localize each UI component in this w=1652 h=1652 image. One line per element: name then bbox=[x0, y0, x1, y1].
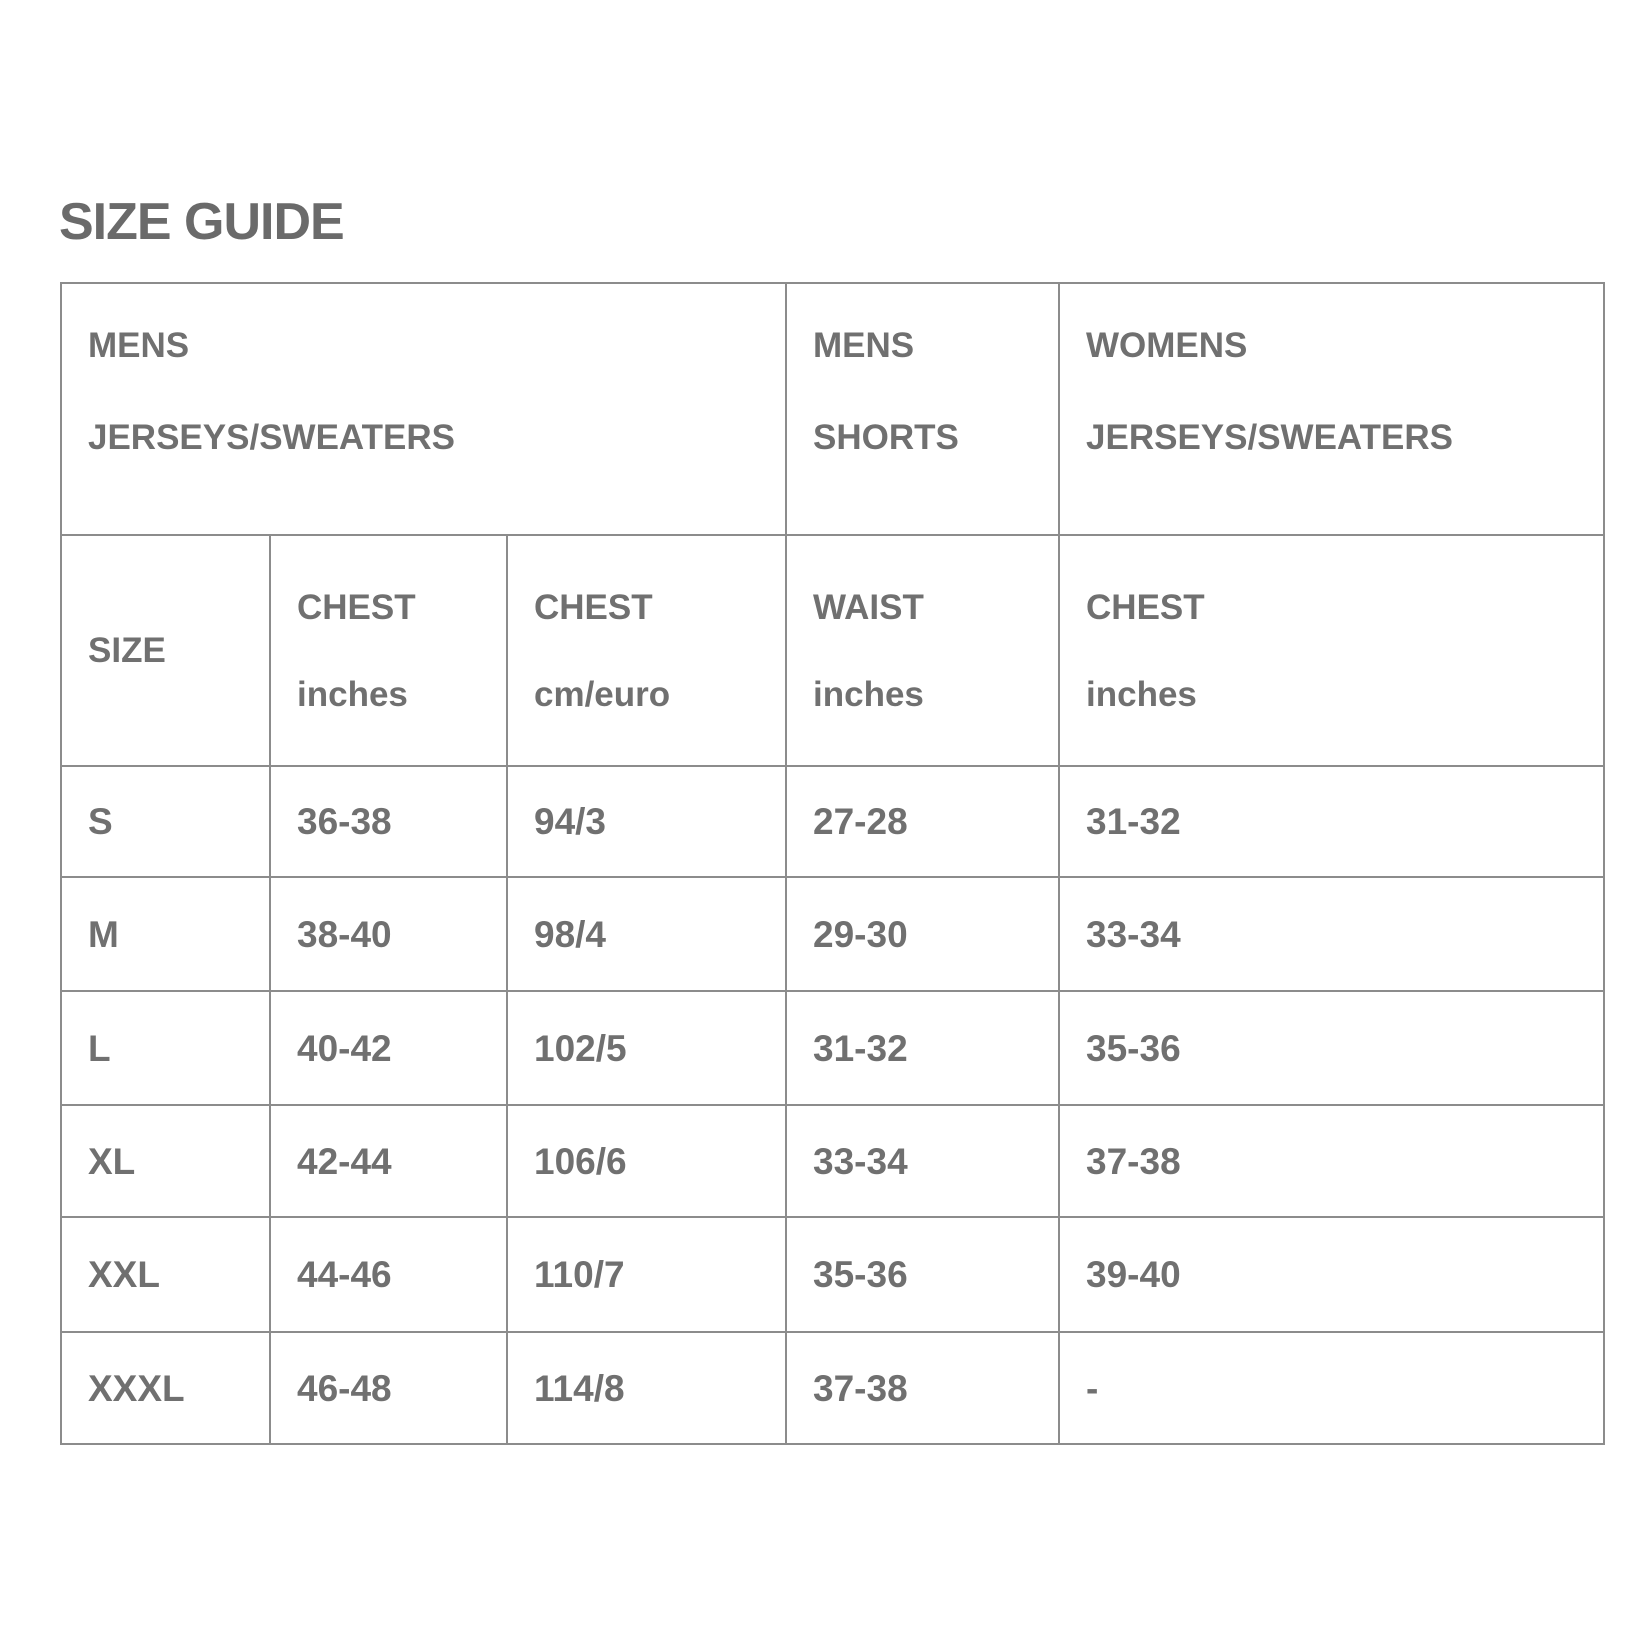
page-title: SIZE GUIDE bbox=[59, 193, 344, 251]
group-label-line1: WOMENS bbox=[1086, 326, 1248, 365]
cell-womens-chest-inches: 31-32 bbox=[1059, 766, 1604, 877]
table-row bbox=[61, 991, 1604, 1105]
cell-chest-cm: 102/5 bbox=[507, 991, 786, 1105]
group-label-line1: MENS bbox=[88, 326, 190, 365]
column-header-unit: cm/euro bbox=[534, 674, 671, 714]
cell-waist-inches: 33-34 bbox=[786, 1105, 1059, 1217]
group-mens-jerseys bbox=[61, 283, 786, 535]
column-header-row bbox=[61, 535, 1604, 766]
cell-chest-inches: 36-38 bbox=[270, 766, 507, 877]
table-row bbox=[61, 1217, 1604, 1332]
cell-waist-inches: 37-38 bbox=[786, 1332, 1059, 1444]
cell-chest-cm: 94/3 bbox=[507, 766, 786, 877]
cell-waist-inches: 27-28 bbox=[786, 766, 1059, 877]
cell-size: XXL bbox=[61, 1217, 270, 1332]
column-header-womens-chest-inches bbox=[1059, 535, 1604, 766]
size-guide-table bbox=[60, 282, 1605, 1445]
column-header-unit: inches bbox=[813, 674, 924, 714]
cell-size: XL bbox=[61, 1105, 270, 1217]
table-row bbox=[61, 1332, 1604, 1444]
group-label-line2: SHORTS bbox=[813, 418, 959, 457]
cell-waist-inches: 31-32 bbox=[786, 991, 1059, 1105]
cell-chest-inches: 42-44 bbox=[270, 1105, 507, 1217]
cell-womens-chest-inches: 39-40 bbox=[1059, 1217, 1604, 1332]
cell-womens-chest-inches: - bbox=[1059, 1332, 1604, 1444]
cell-womens-chest-inches: 33-34 bbox=[1059, 877, 1604, 991]
cell-chest-inches: 44-46 bbox=[270, 1217, 507, 1332]
group-label-line2: JERSEYS/SWEATERS bbox=[1086, 418, 1453, 457]
cell-chest-cm: 114/8 bbox=[507, 1332, 786, 1444]
column-header-label: SIZE bbox=[88, 631, 166, 670]
cell-chest-cm: 110/7 bbox=[507, 1217, 786, 1332]
column-header-label: WAIST bbox=[813, 587, 924, 627]
table-row bbox=[61, 1105, 1604, 1217]
cell-size: M bbox=[61, 877, 270, 991]
column-header-label: CHEST bbox=[297, 587, 416, 627]
cell-size: S bbox=[61, 766, 270, 877]
cell-chest-inches: 40-42 bbox=[270, 991, 507, 1105]
column-header-label: CHEST bbox=[1086, 587, 1205, 627]
cell-chest-inches: 46-48 bbox=[270, 1332, 507, 1444]
cell-chest-cm: 106/6 bbox=[507, 1105, 786, 1217]
column-header-chest-cm bbox=[507, 535, 786, 766]
column-header-size bbox=[61, 535, 270, 766]
column-header-unit: inches bbox=[1086, 674, 1197, 714]
column-header-chest-inches bbox=[270, 535, 507, 766]
cell-waist-inches: 29-30 bbox=[786, 877, 1059, 991]
cell-womens-chest-inches: 35-36 bbox=[1059, 991, 1604, 1105]
cell-size: XXXL bbox=[61, 1332, 270, 1444]
group-label-line1: MENS bbox=[813, 326, 915, 365]
table-row bbox=[61, 766, 1604, 877]
group-mens-shorts bbox=[786, 283, 1059, 535]
group-womens-jerseys bbox=[1059, 283, 1604, 535]
cell-size: L bbox=[61, 991, 270, 1105]
cell-womens-chest-inches: 37-38 bbox=[1059, 1105, 1604, 1217]
column-header-label: CHEST bbox=[534, 587, 653, 627]
group-header-row bbox=[61, 283, 1604, 535]
column-header-unit: inches bbox=[297, 674, 408, 714]
column-header-waist-inches bbox=[786, 535, 1059, 766]
cell-waist-inches: 35-36 bbox=[786, 1217, 1059, 1332]
table-row bbox=[61, 877, 1604, 991]
cell-chest-cm: 98/4 bbox=[507, 877, 786, 991]
cell-chest-inches: 38-40 bbox=[270, 877, 507, 991]
group-label-line2: JERSEYS/SWEATERS bbox=[88, 418, 455, 457]
